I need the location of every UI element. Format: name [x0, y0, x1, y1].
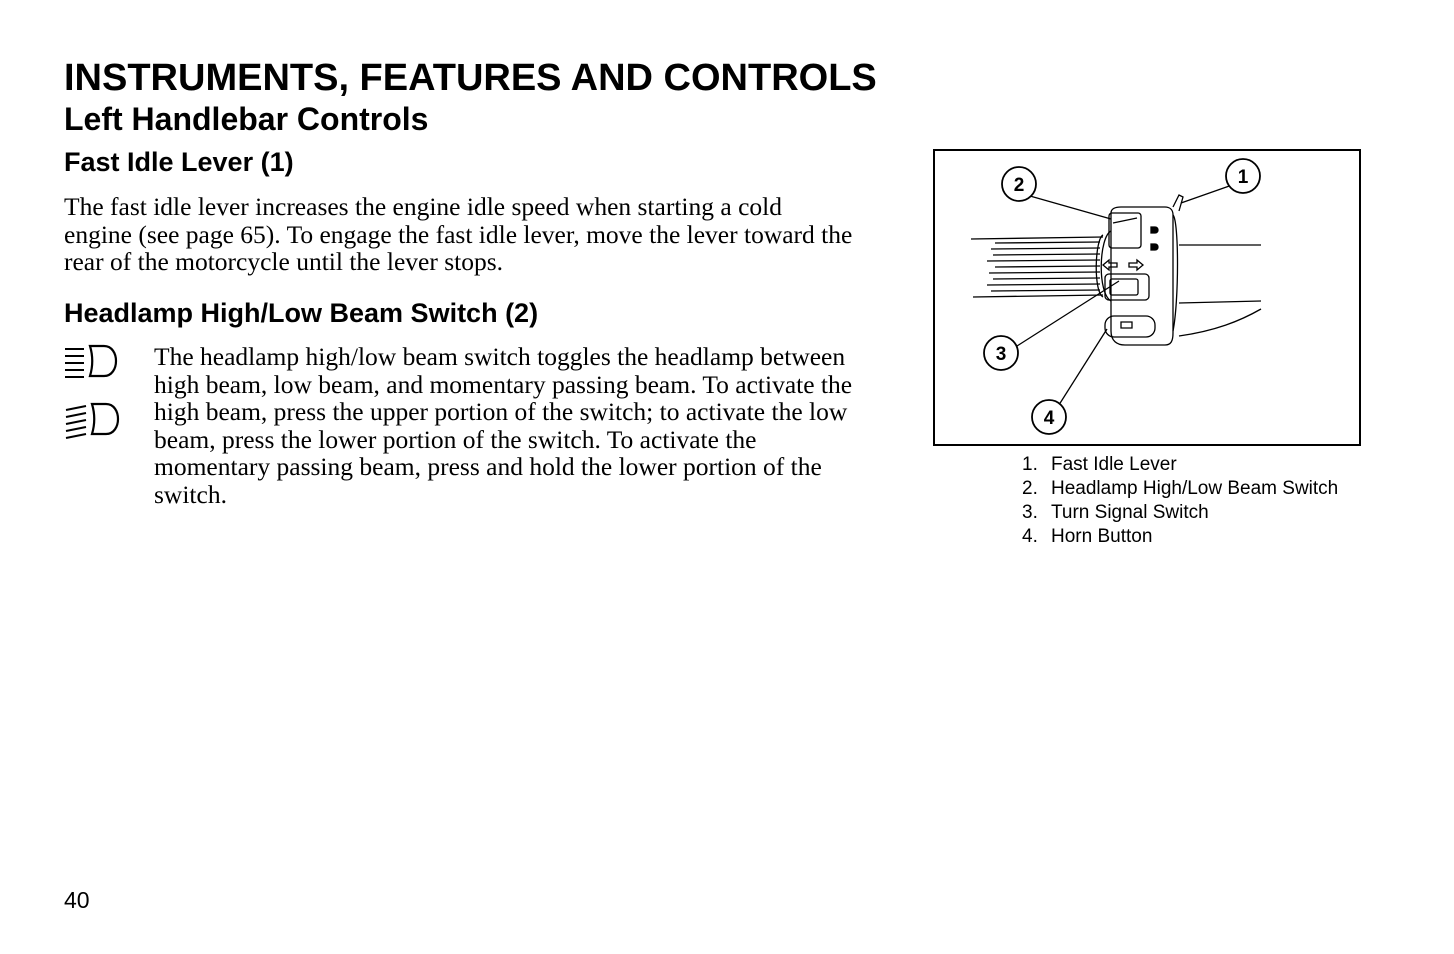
headlamp-switch-paragraph: The headlamp high/low beam switch toggles the headlamp between high beam, low beam, and momentary passing beam. To activate the high beam, press the upper portion of the switch; to activate the low beam, press the lower portion of the switch. To activate the momentary passing beam, press and hold the lower portion of the switch.: [154, 342, 853, 509]
section-title: INSTRUMENTS, FEATURES AND CONTROLS: [64, 57, 877, 99]
legend-number: 2.: [1022, 478, 1038, 499]
fast-idle-heading: Fast Idle Lever (1): [64, 147, 294, 177]
low-beam-icon: [60, 340, 124, 384]
legend-item: [1022, 525, 1338, 549]
legend-item: [1022, 501, 1338, 525]
high-beam-icon: [60, 400, 124, 444]
handlebar-controls-figure: [933, 149, 1361, 446]
legend-label: Horn Button: [1051, 526, 1153, 547]
legend-label: Fast Idle Lever: [1051, 454, 1177, 475]
handlebar-illustration: [935, 151, 1359, 444]
headlamp-switch-heading: Headlamp High/Low Beam Switch (2): [64, 298, 539, 328]
legend-number: 4.: [1022, 526, 1038, 547]
callout-1: 1: [1237, 167, 1249, 188]
callout-2: 2: [1013, 175, 1025, 196]
legend-number: 1.: [1022, 454, 1038, 475]
legend-item: [1022, 453, 1338, 477]
legend-label: Headlamp High/Low Beam Switch: [1051, 478, 1339, 499]
callout-4: 4: [1043, 408, 1055, 429]
legend-number: 3.: [1022, 502, 1038, 523]
figure-legend: [1022, 453, 1338, 549]
legend-label: Turn Signal Switch: [1051, 502, 1209, 523]
callout-3: 3: [995, 344, 1007, 365]
fast-idle-paragraph: The fast idle lever increases the engine idle speed when starting a cold engine (see page 65). To engage the fast idle lever, move the lever toward the rear of the motorcycle until the lever stops.: [64, 192, 853, 277]
subsection-title: Left Handlebar Controls: [64, 101, 429, 137]
page-number: 40: [64, 887, 90, 913]
legend-item: [1022, 477, 1338, 501]
